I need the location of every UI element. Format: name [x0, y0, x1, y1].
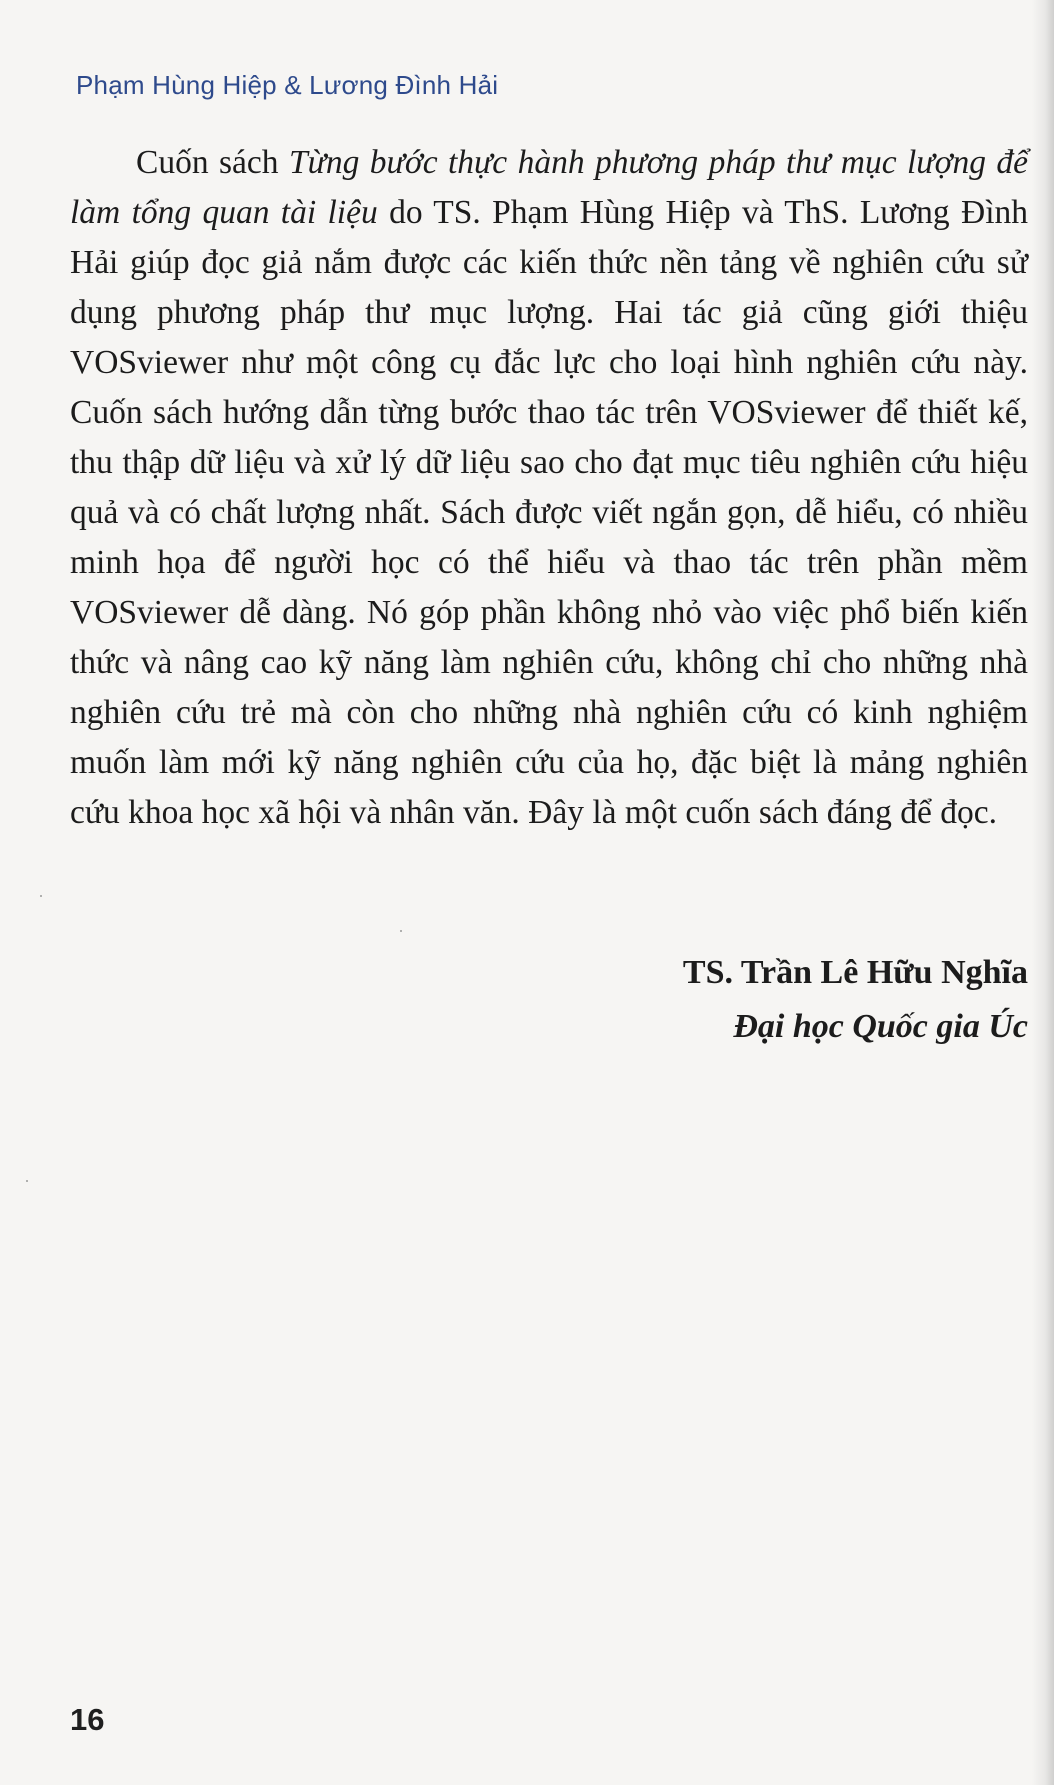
scan-speck — [40, 895, 42, 897]
page-gutter-shadow — [1032, 0, 1054, 1785]
running-header: Phạm Hùng Hiệp & Lương Đình Hải — [76, 70, 499, 100]
signature-affiliation: Đại học Quốc gia Úc — [733, 1008, 1028, 1045]
scan-speck — [26, 1180, 28, 1182]
scan-speck — [400, 930, 402, 932]
paragraph-lead: Cuốn sách — [136, 144, 289, 181]
page-number: 16 — [70, 1702, 105, 1737]
paragraph-body: do TS. Phạm Hùng Hiệp và ThS. Lương Đình Hải giúp đọc giả nắm được các kiến thức nền tảng về nghiên cứu sử dụng phương pháp thư mục lượng. Hai tác giả cũng giới thiệu VOSviewer như một công cụ đắc lực cho loại hình nghiên cứu này. Cuốn sách hướng dẫn từng bước thao tác trên VOSviewer để thiết kế, thu thập dữ liệu và xử lý dữ liệu sao cho đạt mục tiêu nghiên cứu hiệu quả và có chất lượng nhất. Sách được viết ngắn gọn, dễ hiểu, có nhiều minh họa để người học có thể hiểu và thao tác trên phần mềm VOSviewer dễ dàng. Nó góp phần không nhỏ vào việc phổ biến kiến thức và nâng cao kỹ năng làm nghiên cứu, không chỉ cho những nhà nghiên cứu trẻ mà còn cho những nhà nghiên cứu có kinh nghiệm muốn làm mới kỹ năng nghiên cứu của họ, đặc biệt là mảng nghiên cứu khoa học xã hội và nhân văn. Đây là một cuốn sách đáng để đọc. — [70, 194, 1028, 831]
book-title: Từng bước thực hành phương pháp thư mục lượng để làm tổng quan tài liệu — [70, 144, 1028, 231]
endorsement-paragraph — [70, 138, 1028, 838]
signature-name: TS. Trần Lê Hữu Nghĩa — [682, 954, 1028, 991]
signature-block — [683, 946, 1028, 1054]
